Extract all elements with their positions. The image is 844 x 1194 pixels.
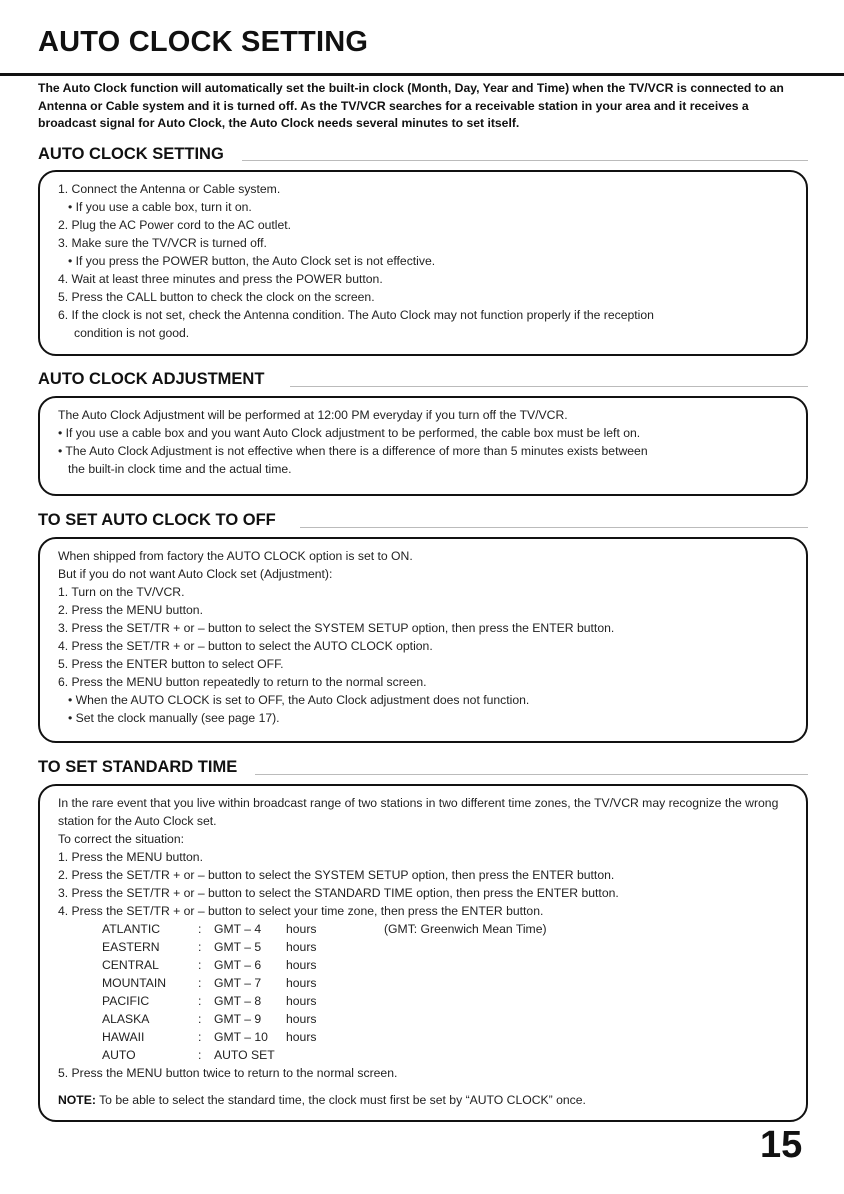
- bullet-line: • The Auto Clock Adjustment is not effective when there is a difference of more than 5 minutes exists between: [58, 444, 648, 458]
- heading-divider: [300, 527, 808, 528]
- heading-divider: [290, 386, 808, 387]
- zone-separator: :: [198, 1012, 202, 1026]
- step-line: 2. Press the MENU button.: [58, 603, 203, 617]
- step-line: 6. If the clock is not set, check the Antenna condition. The Auto Clock may not function properly if the reception: [58, 308, 654, 322]
- zone-name: HAWAII: [102, 1030, 145, 1044]
- step-line: 3. Press the SET/TR + or – button to select the SYSTEM SETUP option, then press the ENTER button.: [58, 621, 615, 635]
- table-row: [102, 992, 547, 1010]
- note-line: [58, 1091, 788, 1109]
- zone-unit: hours: [286, 940, 317, 954]
- zone-separator: :: [198, 976, 202, 990]
- zone-note: [384, 1028, 547, 1046]
- step-line: 3. Press the SET/TR + or – button to select the STANDARD TIME option, then press the ENTER button.: [58, 886, 619, 900]
- section-heading-auto-clock-setting: AUTO CLOCK SETTING: [38, 145, 224, 163]
- table-row: [102, 956, 547, 974]
- zone-unit: hours: [286, 922, 317, 936]
- zone-unit: hours: [286, 976, 317, 990]
- zone-name: AUTO: [102, 1048, 136, 1062]
- box-set-standard-time: [38, 784, 808, 1122]
- page-title: AUTO CLOCK SETTING: [38, 26, 369, 58]
- text-line: But if you do not want Auto Clock set (Adjustment):: [58, 567, 333, 581]
- zone-separator: :: [198, 994, 202, 1008]
- zone-separator: :: [198, 1048, 202, 1062]
- text-line: The Auto Clock Adjustment will be performed at 12:00 PM everyday if you turn off the TV/VCR.: [58, 408, 568, 422]
- zone-unit: hours: [286, 1030, 317, 1044]
- zone-separator: :: [198, 958, 202, 972]
- zone-separator: :: [198, 922, 202, 936]
- box-auto-clock-setting: [38, 170, 808, 356]
- box-set-auto-clock-off: [38, 537, 808, 743]
- step-line: 4. Wait at least three minutes and press the POWER button.: [58, 272, 383, 286]
- table-row: [102, 920, 547, 938]
- page-number: 15: [760, 1124, 803, 1166]
- zone-separator: :: [198, 1030, 202, 1044]
- text-line: To correct the situation:: [58, 832, 184, 846]
- bullet-line: • If you press the POWER button, the Auto Clock set is not effective.: [68, 254, 436, 268]
- text-paragraph: In the rare event that you live within broadcast range of two stations in two different time zones, the TV/VCR may recognize the wrong station for the Auto Clock set.: [58, 796, 779, 828]
- zone-unit: [286, 1046, 384, 1064]
- zone-note: [384, 992, 547, 1010]
- table-row: [102, 1046, 547, 1064]
- step-line-continued: condition is not good.: [74, 326, 190, 340]
- intro-paragraph: The Auto Clock function will automatically set the built-in clock (Month, Day, Year and Time) when the TV/VCR is connected to an Antenna or Cable system and it is turned off. As the TV/VCR searches for a receivable station in your area and it receives a broadcast signal for Auto Clock, the Auto Clock needs several minutes to set itself.: [38, 81, 784, 130]
- step-line: 1. Connect the Antenna or Cable system.: [58, 182, 281, 196]
- bullet-line: • If you use a cable box, turn it on.: [68, 200, 252, 214]
- step-line: 2. Press the SET/TR + or – button to select the SYSTEM SETUP option, then press the ENTER button.: [58, 868, 615, 882]
- zone-unit: hours: [286, 958, 317, 972]
- zone-name: PACIFIC: [102, 994, 150, 1008]
- section-heading-auto-clock-adjustment: AUTO CLOCK ADJUSTMENT: [38, 370, 265, 388]
- note-label: NOTE:: [58, 1093, 96, 1107]
- zone-name: MOUNTAIN: [102, 976, 167, 990]
- step-line: 5. Press the CALL button to check the clock on the screen.: [58, 290, 375, 304]
- zone-offset: GMT – 9: [214, 1012, 262, 1026]
- zone-unit: hours: [286, 1012, 317, 1026]
- table-row: [102, 1028, 547, 1046]
- zone-name: EASTERN: [102, 940, 160, 954]
- table-row: [102, 1010, 547, 1028]
- step-line: 1. Turn on the TV/VCR.: [58, 585, 185, 599]
- box-auto-clock-adjustment: [38, 396, 808, 496]
- zone-name: ATLANTIC: [102, 922, 161, 936]
- zone-note: [384, 1046, 547, 1064]
- section-heading-set-auto-clock-off: TO SET AUTO CLOCK TO OFF: [38, 511, 276, 529]
- bullet-line: • Set the clock manually (see page 17).: [68, 711, 280, 725]
- zone-offset: GMT – 6: [214, 958, 262, 972]
- bullet-line: • If you use a cable box and you want Auto Clock adjustment to be performed, the cable box must be left on.: [58, 426, 641, 440]
- table-row: [102, 974, 547, 992]
- step-line: 2. Plug the AC Power cord to the AC outlet.: [58, 218, 292, 232]
- bullet-line-continued: the built-in clock time and the actual time.: [68, 462, 292, 476]
- step-line: 4. Press the SET/TR + or – button to select the AUTO CLOCK option.: [58, 639, 433, 653]
- step-line: 5. Press the ENTER button to select OFF.: [58, 657, 284, 671]
- zone-note: [384, 938, 547, 956]
- zone-name: CENTRAL: [102, 958, 159, 972]
- step-line: 1. Press the MENU button.: [58, 850, 203, 864]
- heading-divider: [255, 774, 808, 775]
- zone-offset: GMT – 10: [214, 1030, 268, 1044]
- table-row: [102, 938, 547, 956]
- text-line: When shipped from factory the AUTO CLOCK option is set to ON.: [58, 549, 413, 563]
- step-line: 5. Press the MENU button twice to return to the normal screen.: [58, 1066, 398, 1080]
- zone-offset: GMT – 8: [214, 994, 262, 1008]
- step-line: 3. Make sure the TV/VCR is turned off.: [58, 236, 267, 250]
- zone-note: (GMT: Greenwich Mean Time): [384, 922, 547, 936]
- title-divider: [0, 73, 844, 76]
- step-line: 4. Press the SET/TR + or – button to select your time zone, then press the ENTER button.: [58, 904, 544, 918]
- zone-offset: GMT – 4: [214, 922, 262, 936]
- note-text: To be able to select the standard time, the clock must first be set by “AUTO CLOCK” once.: [95, 1093, 586, 1107]
- zone-note: [384, 1010, 547, 1028]
- zone-unit: hours: [286, 994, 317, 1008]
- time-zone-table: [102, 920, 547, 1064]
- heading-divider: [242, 160, 808, 161]
- zone-name: ALASKA: [102, 1012, 150, 1026]
- step-line: 6. Press the MENU button repeatedly to return to the normal screen.: [58, 675, 427, 689]
- zone-note: [384, 956, 547, 974]
- bullet-line: • When the AUTO CLOCK is set to OFF, the Auto Clock adjustment does not function.: [68, 693, 530, 707]
- zone-offset: GMT – 5: [214, 940, 262, 954]
- zone-separator: :: [198, 940, 202, 954]
- zone-offset: GMT – 7: [214, 976, 262, 990]
- zone-offset: AUTO SET: [214, 1048, 275, 1062]
- section-heading-set-standard-time: TO SET STANDARD TIME: [38, 758, 238, 776]
- zone-note: [384, 974, 547, 992]
